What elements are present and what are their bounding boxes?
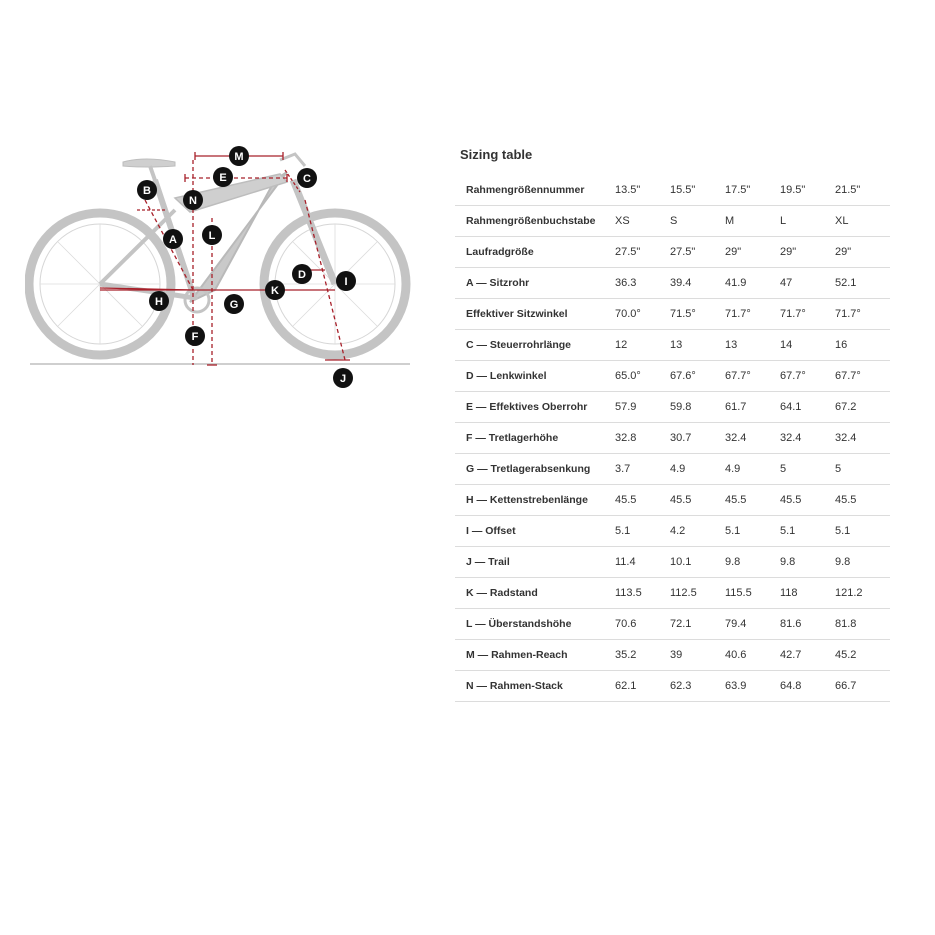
table-row <box>455 547 890 578</box>
table-cell: 29" <box>780 237 835 268</box>
table-cell: 41.9 <box>725 268 780 299</box>
sizing-table <box>455 175 890 702</box>
table-cell: 5.1 <box>780 516 835 547</box>
table-cell: 29" <box>835 237 890 268</box>
table-cell: 71.7° <box>725 299 780 330</box>
marker-j <box>333 368 353 388</box>
table-row <box>455 299 890 330</box>
table-cell: 121.2 <box>835 578 890 609</box>
table-cell: 81.8 <box>835 609 890 640</box>
table-cell: 32.8 <box>615 423 670 454</box>
handlebar <box>280 154 305 166</box>
row-label: C — Steuerrohrlänge <box>455 330 615 361</box>
table-cell: 45.5 <box>835 485 890 516</box>
table-cell: 45.2 <box>835 640 890 671</box>
table-cell: 27.5" <box>670 237 725 268</box>
table-cell: 14 <box>780 330 835 361</box>
table-cell: 70.6 <box>615 609 670 640</box>
table-cell: 15.5" <box>670 175 725 206</box>
table-cell: 17.5" <box>725 175 780 206</box>
table-cell: 10.1 <box>670 547 725 578</box>
marker-f <box>185 326 205 346</box>
table-cell: 29" <box>725 237 780 268</box>
bike-geometry-diagram <box>25 140 415 390</box>
svg-text:F: F <box>191 331 199 343</box>
row-label: F — Tretlagerhöhe <box>455 423 615 454</box>
table-cell: 4.9 <box>670 454 725 485</box>
table-cell: 63.9 <box>725 671 780 702</box>
table-cell: 32.4 <box>780 423 835 454</box>
marker-m <box>229 146 249 166</box>
row-label: I — Offset <box>455 516 615 547</box>
table-row <box>455 175 890 206</box>
marker-a <box>163 229 183 249</box>
table-row <box>455 516 890 547</box>
row-label: E — Effektives Oberrohr <box>455 392 615 423</box>
table-cell: L <box>780 206 835 237</box>
table-cell: 19.5" <box>780 175 835 206</box>
table-cell: M <box>725 206 780 237</box>
table-cell: 62.1 <box>615 671 670 702</box>
marker-h <box>149 291 169 311</box>
row-label: Rahmengrößennummer <box>455 175 615 206</box>
row-label: H — Kettenstrebenlänge <box>455 485 615 516</box>
row-label: N — Rahmen-Stack <box>455 671 615 702</box>
table-cell: 71.7° <box>780 299 835 330</box>
table-cell: 52.1 <box>835 268 890 299</box>
table-cell: XS <box>615 206 670 237</box>
table-cell: S <box>670 206 725 237</box>
row-label: Rahmengrößenbuchstabe <box>455 206 615 237</box>
marker-k <box>265 280 285 300</box>
marker-g <box>224 294 244 314</box>
row-label: M — Rahmen-Reach <box>455 640 615 671</box>
table-cell: 13 <box>670 330 725 361</box>
table-cell: 5.1 <box>725 516 780 547</box>
svg-text:E: E <box>219 172 227 184</box>
row-label: G — Tretlagerabsenkung <box>455 454 615 485</box>
table-cell: 115.5 <box>725 578 780 609</box>
table-cell: XL <box>835 206 890 237</box>
row-label: Effektiver Sitzwinkel <box>455 299 615 330</box>
svg-text:I: I <box>344 276 348 288</box>
table-cell: 45.5 <box>670 485 725 516</box>
svg-text:C: C <box>303 173 311 185</box>
marker-n <box>183 190 203 210</box>
table-cell: 64.8 <box>780 671 835 702</box>
table-cell: 4.2 <box>670 516 725 547</box>
table-cell: 70.0° <box>615 299 670 330</box>
table-row <box>455 206 890 237</box>
table-cell: 57.9 <box>615 392 670 423</box>
marker-c <box>297 168 317 188</box>
table-row <box>455 609 890 640</box>
table-cell: 21.5" <box>835 175 890 206</box>
table-cell: 66.7 <box>835 671 890 702</box>
table-cell: 5 <box>835 454 890 485</box>
table-cell: 67.7° <box>725 361 780 392</box>
svg-text:K: K <box>271 285 279 297</box>
table-row <box>455 454 890 485</box>
table-cell: 79.4 <box>725 609 780 640</box>
table-cell: 72.1 <box>670 609 725 640</box>
table-row <box>455 268 890 299</box>
table-row <box>455 578 890 609</box>
table-row <box>455 485 890 516</box>
table-cell: 45.5 <box>615 485 670 516</box>
marker-d <box>292 264 312 284</box>
table-cell: 39.4 <box>670 268 725 299</box>
svg-text:D: D <box>298 269 306 281</box>
table-cell: 40.6 <box>725 640 780 671</box>
table-cell: 81.6 <box>780 609 835 640</box>
svg-text:M: M <box>234 151 244 163</box>
table-cell: 4.9 <box>725 454 780 485</box>
svg-text:H: H <box>155 296 163 308</box>
marker-i <box>336 271 356 291</box>
svg-text:J: J <box>339 373 347 385</box>
marker-l <box>202 225 222 245</box>
table-row <box>455 392 890 423</box>
table-cell: 3.7 <box>615 454 670 485</box>
table-cell: 45.5 <box>780 485 835 516</box>
table-cell: 5.1 <box>615 516 670 547</box>
table-cell: 30.7 <box>670 423 725 454</box>
row-label: D — Lenkwinkel <box>455 361 615 392</box>
table-cell: 59.8 <box>670 392 725 423</box>
table-cell: 45.5 <box>725 485 780 516</box>
table-cell: 39 <box>670 640 725 671</box>
row-label: K — Radstand <box>455 578 615 609</box>
marker-e <box>213 167 233 187</box>
table-cell: 11.4 <box>615 547 670 578</box>
table-cell: 65.0° <box>615 361 670 392</box>
sizing-table-title: Sizing table <box>460 147 533 162</box>
svg-text:L: L <box>208 230 216 242</box>
table-cell: 67.6° <box>670 361 725 392</box>
table-cell: 5.1 <box>835 516 890 547</box>
table-cell: 9.8 <box>780 547 835 578</box>
chain-stay <box>100 284 195 298</box>
table-row <box>455 237 890 268</box>
table-cell: 113.5 <box>615 578 670 609</box>
svg-text:G: G <box>229 299 239 311</box>
table-cell: 13.5" <box>615 175 670 206</box>
table-row <box>455 330 890 361</box>
table-cell: 61.7 <box>725 392 780 423</box>
row-label: J — Trail <box>455 547 615 578</box>
table-cell: 12 <box>615 330 670 361</box>
table-cell: 32.4 <box>725 423 780 454</box>
table-cell: 9.8 <box>725 547 780 578</box>
table-cell: 32.4 <box>835 423 890 454</box>
table-cell: 9.8 <box>835 547 890 578</box>
svg-text:N: N <box>189 195 197 207</box>
table-cell: 36.3 <box>615 268 670 299</box>
table-row <box>455 640 890 671</box>
table-cell: 42.7 <box>780 640 835 671</box>
table-cell: 62.3 <box>670 671 725 702</box>
table-cell: 71.5° <box>670 299 725 330</box>
table-cell: 118 <box>780 578 835 609</box>
svg-text:B: B <box>143 185 151 197</box>
table-cell: 16 <box>835 330 890 361</box>
table-cell: 67.7° <box>835 361 890 392</box>
table-cell: 47 <box>780 268 835 299</box>
table-cell: 71.7° <box>835 299 890 330</box>
marker-b <box>137 180 157 200</box>
table-cell: 35.2 <box>615 640 670 671</box>
table-cell: 67.2 <box>835 392 890 423</box>
table-row <box>455 361 890 392</box>
table-cell: 64.1 <box>780 392 835 423</box>
row-label: L — Überstandshöhe <box>455 609 615 640</box>
table-row <box>455 671 890 702</box>
table-cell: 67.7° <box>780 361 835 392</box>
row-label: Laufradgröße <box>455 237 615 268</box>
table-cell: 13 <box>725 330 780 361</box>
table-row <box>455 423 890 454</box>
table-cell: 5 <box>780 454 835 485</box>
table-cell: 112.5 <box>670 578 725 609</box>
row-label: A — Sitzrohr <box>455 268 615 299</box>
table-cell: 27.5" <box>615 237 670 268</box>
saddle <box>123 159 175 167</box>
svg-text:A: A <box>169 234 177 246</box>
